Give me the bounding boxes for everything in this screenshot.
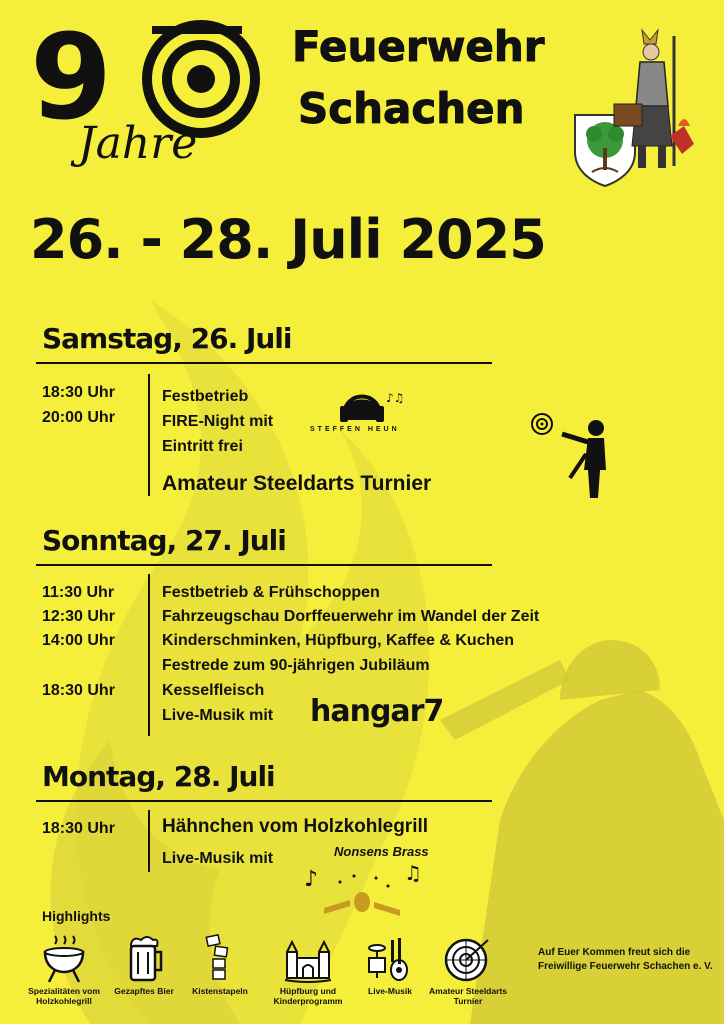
highlight-label: Gezapftes Bier	[114, 986, 174, 996]
svg-text:♪♫: ♪♫	[386, 391, 404, 405]
event-darts-tournament: Amateur Steeldarts Turnier	[162, 472, 432, 495]
beer-icon	[121, 934, 167, 984]
divider	[148, 374, 150, 496]
footer-note: Auf Euer Kommen freut sich die Freiwillige Feuerwehr Schachen e. V.	[538, 947, 713, 972]
music-icon	[365, 934, 415, 984]
event-label: Kinderschminken, Hüpfburg, Kaffee & Kuchen	[162, 632, 515, 649]
time-label: 18:30 Uhr	[42, 682, 115, 699]
highlight-label: Amateur Steeldarts Turnier	[429, 986, 507, 1006]
time-label: 11:30 Uhr	[42, 584, 115, 601]
day-heading-samstag: Samstag, 26. Juli	[42, 322, 292, 355]
divider	[148, 810, 150, 872]
brass-instruments-icon	[300, 862, 424, 920]
bouncy-castle-icon	[283, 934, 333, 984]
day-heading-sonntag: Sonntag, 27. Juli	[42, 524, 286, 557]
event-label: Eintritt frei	[162, 438, 243, 455]
event-label: Hähnchen vom Holzkohlegrill	[162, 816, 429, 837]
band-steffen-heun: STEFFEN HEUN	[310, 426, 400, 433]
highlight-crates	[172, 934, 268, 996]
band-hangar7-logo: hangar7	[310, 694, 444, 729]
svg-text:♪: ♪	[304, 867, 319, 892]
saint-florian-figure-icon	[612, 26, 698, 176]
dart-player-icon	[528, 408, 620, 502]
event-label: Festbetrieb	[162, 388, 249, 405]
time-label: 18:30 Uhr	[42, 820, 115, 837]
highlight-label: Live-Musik	[368, 986, 412, 996]
event-label: Festrede zum 90-jährigen Jubiläum	[162, 657, 430, 674]
title-schachen: Schachen	[298, 84, 525, 133]
time-label: 18:30 Uhr	[42, 384, 115, 401]
dj-headphones-icon	[332, 380, 404, 426]
event-label: Fahrzeugschau Dorffeuerwehr im Wandel der Zeit	[162, 608, 540, 625]
anniversary-number: 9	[30, 8, 109, 146]
highlight-label: Spezialitäten vom Holzkohlegrill	[28, 986, 100, 1006]
highlight-label: Kistenstapeln	[192, 986, 248, 996]
highlights-title: Highlights	[42, 908, 111, 924]
crates-icon	[197, 934, 243, 984]
event-label: Festbetrieb & Frühschoppen	[162, 584, 380, 601]
svg-text:♫: ♫	[404, 862, 422, 885]
event-label: Live-Musik mit	[162, 707, 274, 724]
event-label: Live-Musik mit	[162, 850, 274, 867]
event-dates: 26. - 28. Juli 2025	[30, 208, 546, 271]
band-nonsens-brass: Nonsens Brass	[334, 844, 429, 859]
grill-icon	[41, 934, 87, 984]
highlight-label: Hüpfburg und Kinderprogramm	[273, 986, 343, 1006]
time-label: 12:30 Uhr	[42, 608, 115, 625]
divider	[36, 800, 492, 802]
event-label: Kesselfleisch	[162, 682, 265, 699]
divider	[148, 574, 150, 736]
dartboard-icon	[444, 934, 492, 984]
event-label: FIRE-Night mit	[162, 413, 274, 430]
divider	[36, 362, 492, 364]
time-label: 20:00 Uhr	[42, 409, 115, 426]
time-label: 14:00 Uhr	[42, 632, 115, 649]
title-feuerwehr: Feuerwehr	[292, 22, 545, 71]
highlight-darts	[420, 934, 516, 1006]
day-heading-montag: Montag, 28. Juli	[42, 760, 275, 793]
jahre-script: Jahre	[78, 118, 198, 169]
divider	[36, 564, 492, 566]
